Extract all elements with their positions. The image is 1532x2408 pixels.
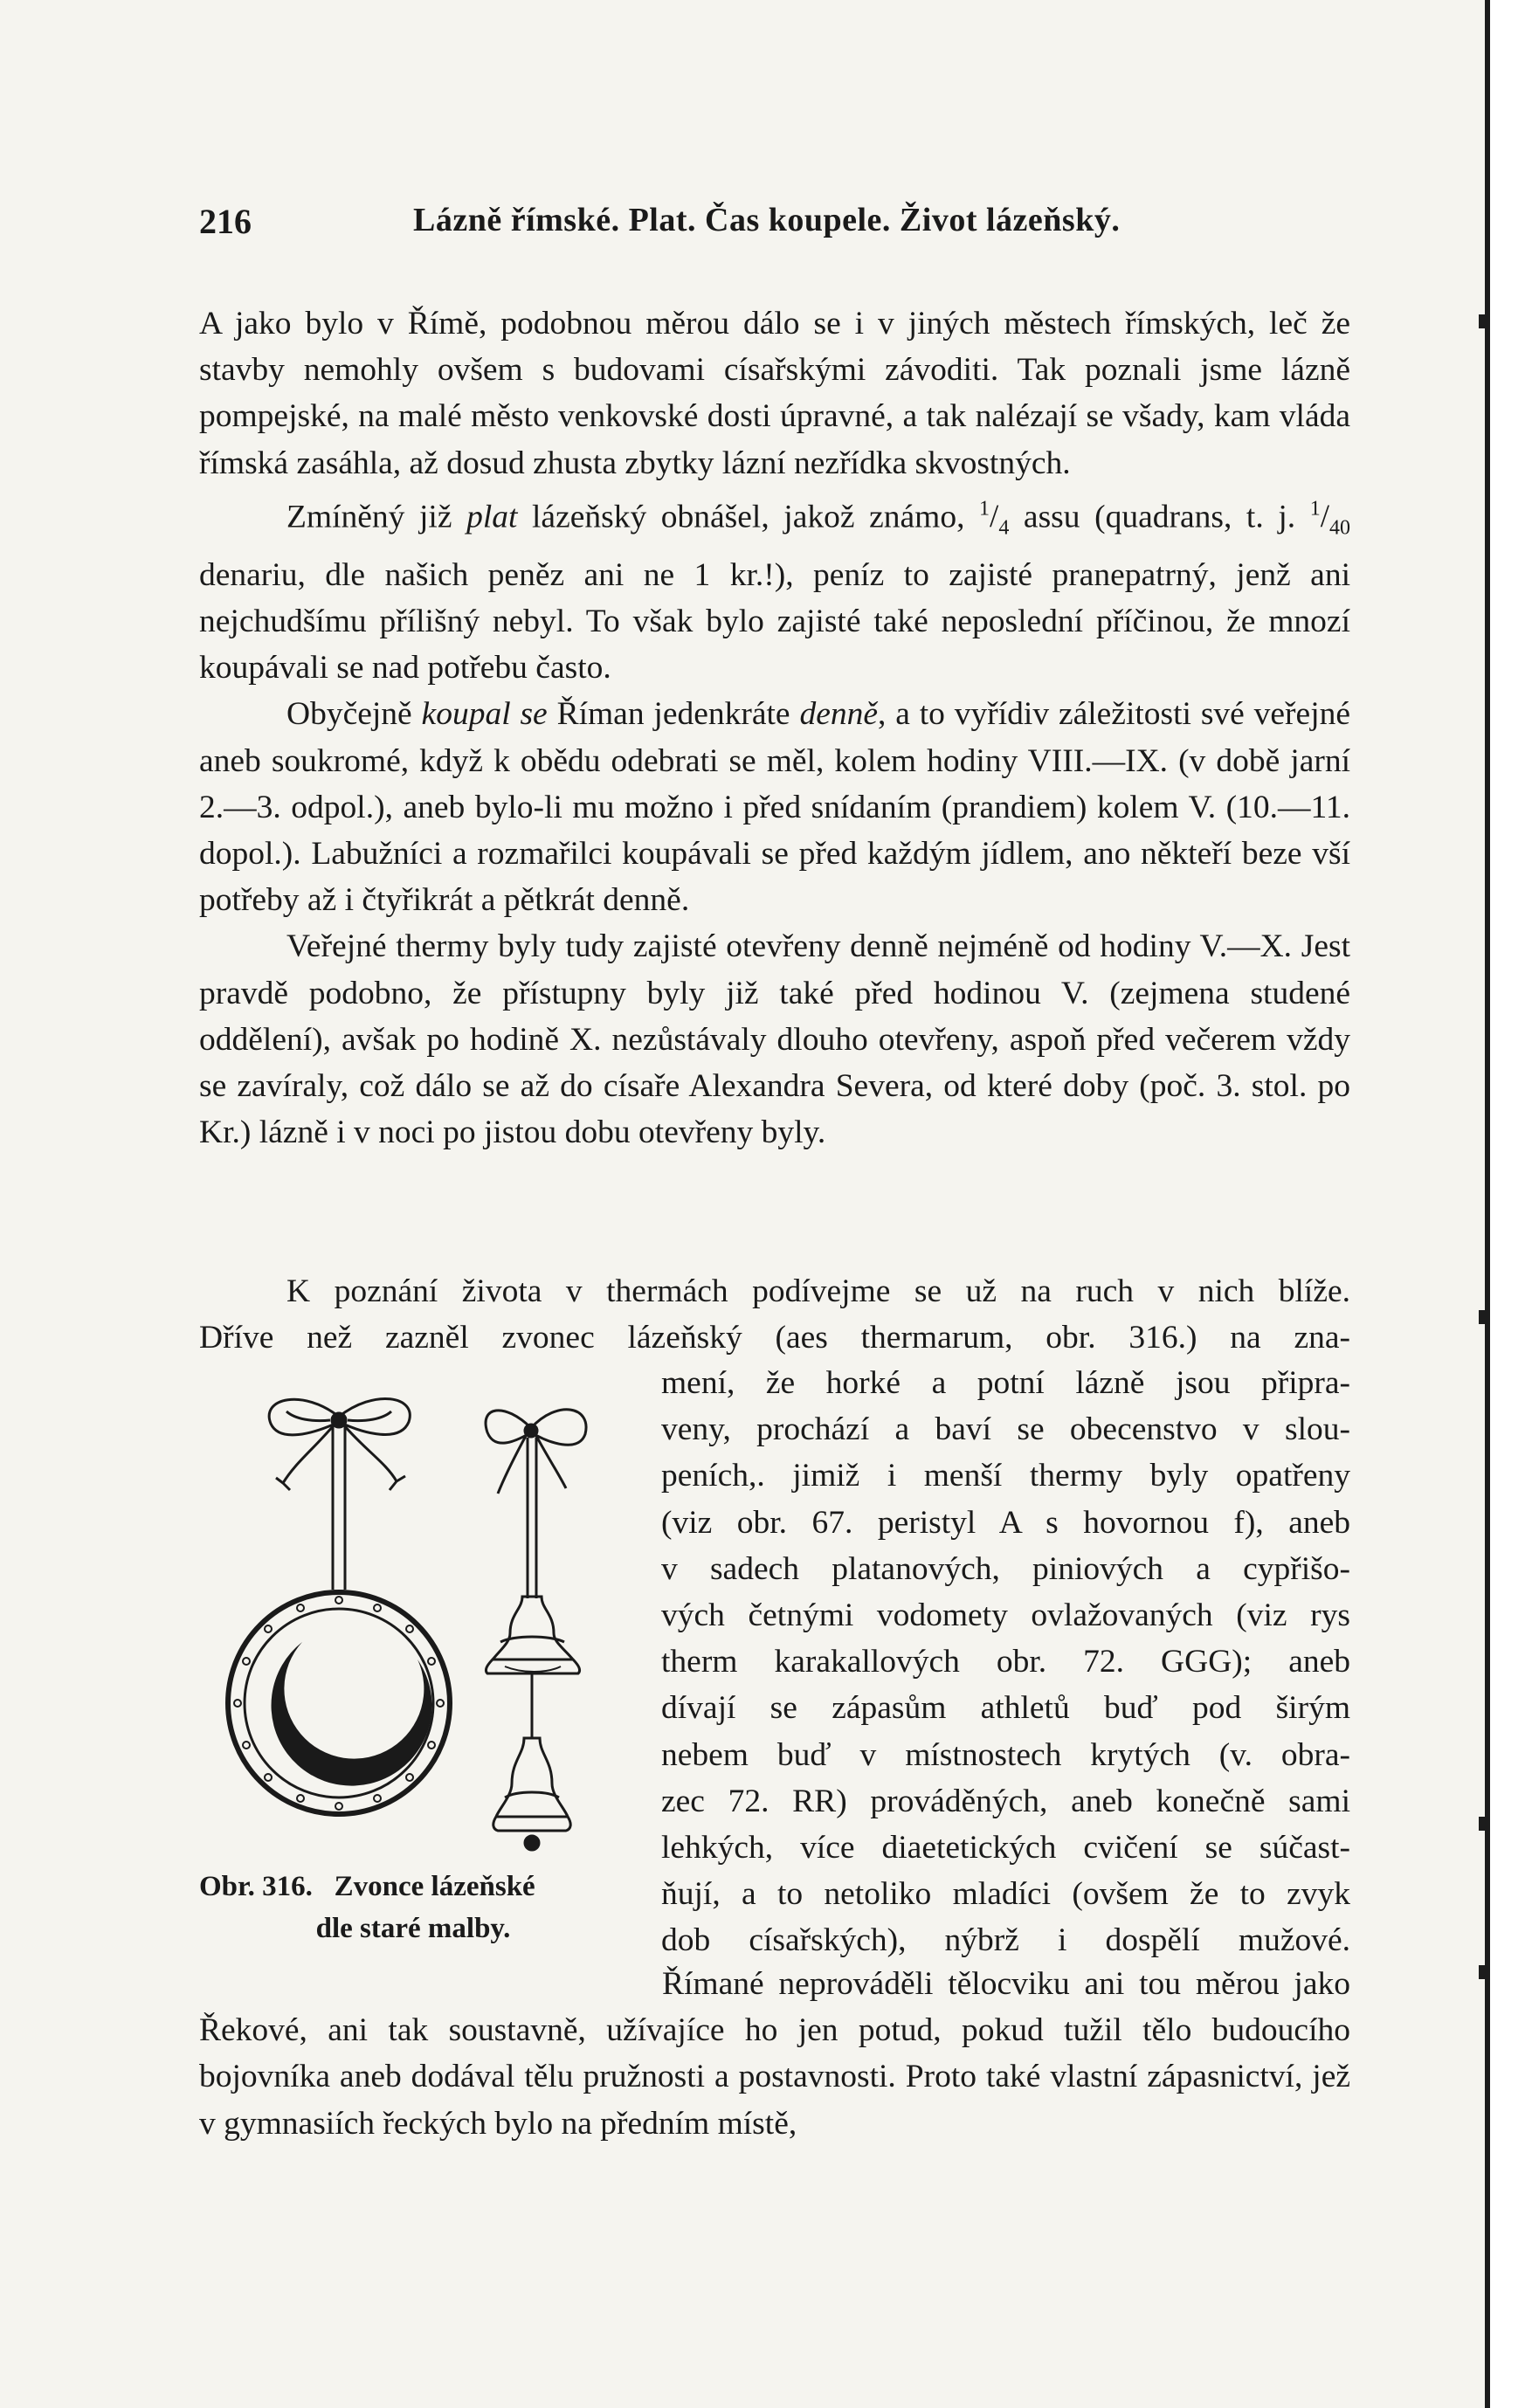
paragraph-5-line-2: Dříve než zazněl zvonec lázeňský (aes thermarum, obr. 316.) na zna-	[199, 1320, 1350, 1356]
figure-caption	[199, 1866, 627, 1949]
wrap-line: dob císařských), nýbrž i dospělí mužové.	[661, 1922, 1350, 1959]
paragraph-6: Římané neprováděli tělocviku ani tou měrou jako Řekové, ani tak soustavně, užívajíce ho jen potud, pokud tužil tělo budoucího bojovníka aneb dodával tělu pružnosti a postavnosti. Proto také vlastní zápasnictví, jež v gymnasiích řeckých bylo na předním místě,	[199, 1966, 1350, 2142]
running-title: Lázně římské. Plat. Čas koupele. Život lázeňský.	[413, 202, 1121, 238]
emphasis-denne: denně	[799, 696, 878, 733]
paragraph-5-line-1: K poznání života v thermách podívejme se už na ruch v nich blíže.	[286, 1273, 1350, 1309]
wrap-line: veny, prochází a baví se obecenstvo v slou-	[661, 1411, 1350, 1448]
paragraph-4: Veřejné thermy byly tudy zajisté otevřeny denně nejméně od hodiny V.—X. Jest pravdě podobno, že přístupny byly již také před hodinou V. (zejmena studené oddělení), avšak po hodině X. nezůstávaly dlouho otevřeny, aspoň před večerem vždy se zavíraly, což dálo se až do císaře Alexandra Severa, od které doby (poč. 3. stol. po Kr.) lázně i v noci po jistou dobu otevřeny byly.	[199, 928, 1350, 1151]
paragraph-2: Zmíněný již plat lázeňský obnášel, jakož známo, $^1/_4$ assu (quadrans, t. j. $^1/_{40}$ denariu, dle našich peněz ani ne 1 kr.!), peníz to zajisté pranepatrný, jenž ani nejchudšímu přílišný nebyl. To však bylo zajisté také neposlední příčinou, že mnozí koupávali se nad potřebu často.	[199, 497, 1350, 687]
emphasis-plat: plat	[466, 499, 518, 535]
caption-figure-number: Obr. 316.	[199, 1871, 313, 1902]
wrap-line: nebem buď v místnostech krytých (v. obra-	[661, 1736, 1350, 1773]
text-block-top	[199, 300, 1350, 1156]
wrap-line: lehkých, více diaetetických cvičení se súčast-	[661, 1830, 1350, 1866]
edge-mark	[1479, 1310, 1487, 1324]
wrap-line: zec 72. RR) prováděných, aneb konečně sami	[661, 1783, 1350, 1819]
wrap-line: ňují, a to netoliko mladíci (ovšem že to zvyk	[661, 1876, 1350, 1913]
wrap-line: vých četnými vodomety ovlažovaných (viz rys	[661, 1597, 1350, 1634]
wrap-line: mení, že horké a potní lázně jsou připra-	[661, 1365, 1350, 1401]
wrap-line: v sadech platanových, piniových a cypřišo-	[661, 1550, 1350, 1587]
paragraph-1: A jako bylo v Římě, podobnou měrou dálo se i v jiných městech římských, leč že stavby nemohly ovšem s budovami císařskými závoditi. Tak poznali jsme lázně pompejské, na malé město venkovské dosti úpravné, a tak nalézají se všady, kam vláda římská zasáhla, až dosud zhusta zbytky lázní nezřídka skvostných.	[199, 306, 1350, 481]
paragraph-3: Obyčejně koupal se Říman jedenkráte denně, a to vyřídiv záležitosti své veřejné aneb soukromé, když k obědu odebrati se měl, kolem hodiny VIII.—IX. (v době jarní 2.—3. odpol.), aneb bylo-li mu možno i před snídaním (prandiem) kolem V. (10.—11. dopol.). Labužníci a rozmařilci koupávali se před každým jídlem, ano někteří beze vší potřeby až i čtyřikrát a pětkrát denně.	[199, 696, 1351, 919]
fraction-quarter: $^1/_4$	[979, 497, 1010, 540]
page-number: 216	[199, 202, 252, 241]
figure-bells	[199, 1380, 636, 1869]
wrapped-text-column	[661, 1360, 1350, 1964]
fraction-fortieth: $^1/_{40}$	[1309, 497, 1350, 540]
edge-mark	[1479, 1817, 1487, 1831]
page-header	[199, 201, 1343, 253]
wrap-line: therm karakallových obr. 72. GGG); aneb	[661, 1644, 1350, 1680]
caption-line-1	[199, 1866, 627, 1908]
scan-edge-border	[1485, 0, 1532, 2408]
wrap-line: peních,. jimiž i menší thermy byly opatřeny	[661, 1458, 1350, 1494]
ring-bell-drawing	[228, 1398, 450, 1814]
text-block-middle	[199, 1268, 1350, 1361]
caption-title: Zvonce lázeňské	[334, 1871, 535, 1902]
text-block-bottom	[199, 1961, 1350, 2147]
emphasis-koupal-se: koupal se	[421, 696, 548, 733]
wrap-line: dívají se zápasům athletů buď pod širým	[661, 1690, 1350, 1727]
wrap-line: (viz obr. 67. peristyl A s hovornou f), aneb	[661, 1504, 1350, 1541]
edge-mark	[1479, 314, 1487, 328]
edge-mark	[1479, 1965, 1487, 1979]
double-bell-drawing	[486, 1410, 586, 1850]
bells-illustration	[199, 1380, 636, 1869]
caption-line-2: dle staré malby.	[315, 1913, 511, 1944]
